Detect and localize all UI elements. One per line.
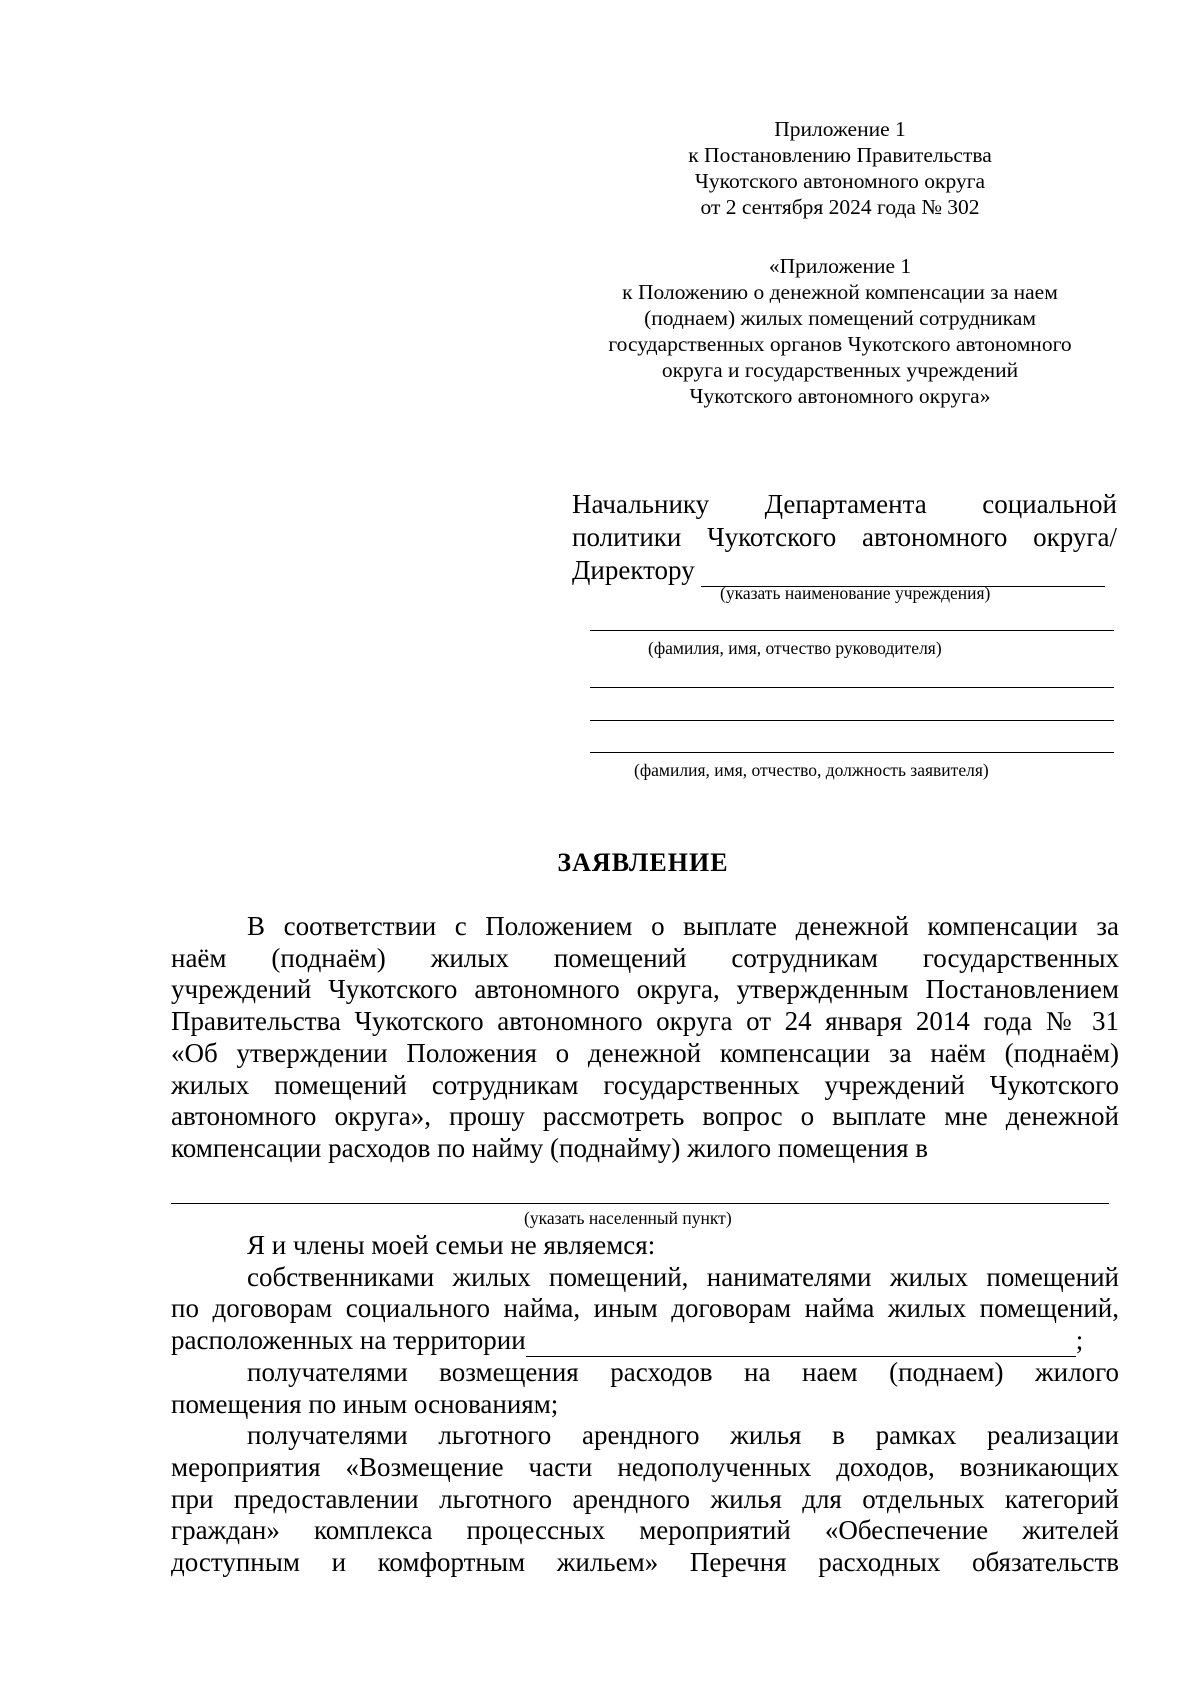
appendix-inner-line: Чукотского автономного округа» xyxy=(689,384,991,408)
applicant-blank-3[interactable] xyxy=(590,752,1114,753)
paragraph-main xyxy=(171,911,1119,1165)
paragraph-line: «Об утверждении Положения о денежной компенсации за наём (поднаём) xyxy=(171,1037,1119,1068)
appendix-header-line: Чукотского автономного округа xyxy=(694,169,986,193)
item3-line: получателями льготного арендного жилья в рамках реализации xyxy=(247,1420,1119,1451)
statements xyxy=(171,1230,1119,1579)
paragraph-line: учреждений Чукотского автономного округа, утвержденным Постановлением xyxy=(171,974,1119,1005)
item2-line: получателями возмещения расходов на наем (поднаем) жилого xyxy=(247,1356,1119,1387)
appendix-header-line: Приложение 1 xyxy=(774,117,906,141)
applicant-blank-1[interactable] xyxy=(590,687,1114,688)
territory-end: ; xyxy=(1075,1325,1084,1356)
territory-label: расположенных на территории xyxy=(171,1325,526,1356)
appendix-header xyxy=(620,116,1060,220)
paragraph-line: автономного округа», прошу рассмотреть вопрос о выплате мне денежной xyxy=(171,1101,1119,1132)
appendix-inner-line: округа и государственных учреждений xyxy=(661,358,1019,382)
paragraph-line: В соответствии с Положением о выплате денежной компенсации за xyxy=(247,911,1119,941)
territory-blank[interactable] xyxy=(526,1332,1076,1357)
appendix-inner-line: «Приложение 1 xyxy=(768,254,912,278)
item3-line: доступным и комфортным жильем» Перечня расходных обязательств xyxy=(171,1547,1119,1578)
hint-institution: (указать наименование учреждения) xyxy=(720,583,991,603)
director-label: Директору xyxy=(572,555,695,585)
locality-blank[interactable] xyxy=(171,1203,1109,1204)
document-title: ЗАЯВЛЕНИЕ xyxy=(557,848,729,877)
paragraph-line: жилых помещений сотрудникам государственных учреждений Чукотского xyxy=(171,1069,1119,1100)
appendix-header-line: к Постановлению Правительства xyxy=(688,143,992,167)
head-name-blank[interactable] xyxy=(590,630,1114,631)
appendix-header-line: от 2 сентября 2024 года № 302 xyxy=(700,195,980,219)
appendix-inner-line: (поднаем) жилых помещений сотрудникам xyxy=(644,306,1036,330)
statement-line: Я и члены моей семьи не являемся: xyxy=(247,1230,656,1260)
paragraph-line: наём (поднаём) жилых помещений сотрудникам государственных xyxy=(171,942,1119,973)
item3-line: граждан» комплекса процессных мероприятий «Обеспечение жителей xyxy=(171,1515,1119,1546)
paragraph-line: Правительства Чукотского автономного округа от 24 января 2014 года № 31 xyxy=(171,1006,1119,1037)
territory-line xyxy=(171,1325,1119,1357)
addressee-block xyxy=(572,488,1117,587)
paragraph-line: компенсации расходов по найму (поднайму) жилого помещения в xyxy=(171,1132,928,1163)
hint-head-name: (фамилия, имя, отчество руководителя) xyxy=(648,638,942,658)
appendix-inner xyxy=(560,253,1120,409)
addressee-line: Начальнику Департамента социальной xyxy=(572,489,1117,519)
item2-line: помещения по иным основаниям; xyxy=(171,1388,559,1419)
appendix-inner-line: государственных органов Чукотского автономного xyxy=(608,332,1072,356)
hint-locality: (указать населенный пункт) xyxy=(524,1208,732,1228)
item1-line: собственниками жилых помещений, нанимателями жилых помещений xyxy=(247,1261,1119,1292)
item1-line: по договорам социального найма, иным договорам найма жилых помещений, xyxy=(171,1293,1119,1324)
applicant-blank-2[interactable] xyxy=(590,720,1114,721)
item3-line: при предоставлении льготного арендного жилья для отдельных категорий xyxy=(171,1483,1119,1514)
item3-line: мероприятия «Возмещение части недополученных доходов, возникающих xyxy=(171,1451,1119,1482)
appendix-inner-line: к Положению о денежной компенсации за наем xyxy=(622,280,1058,304)
addressee-line: политики Чукотского автономного округа/ xyxy=(572,522,1117,552)
hint-applicant: (фамилия, имя, отчество, должность заявителя) xyxy=(634,760,989,780)
